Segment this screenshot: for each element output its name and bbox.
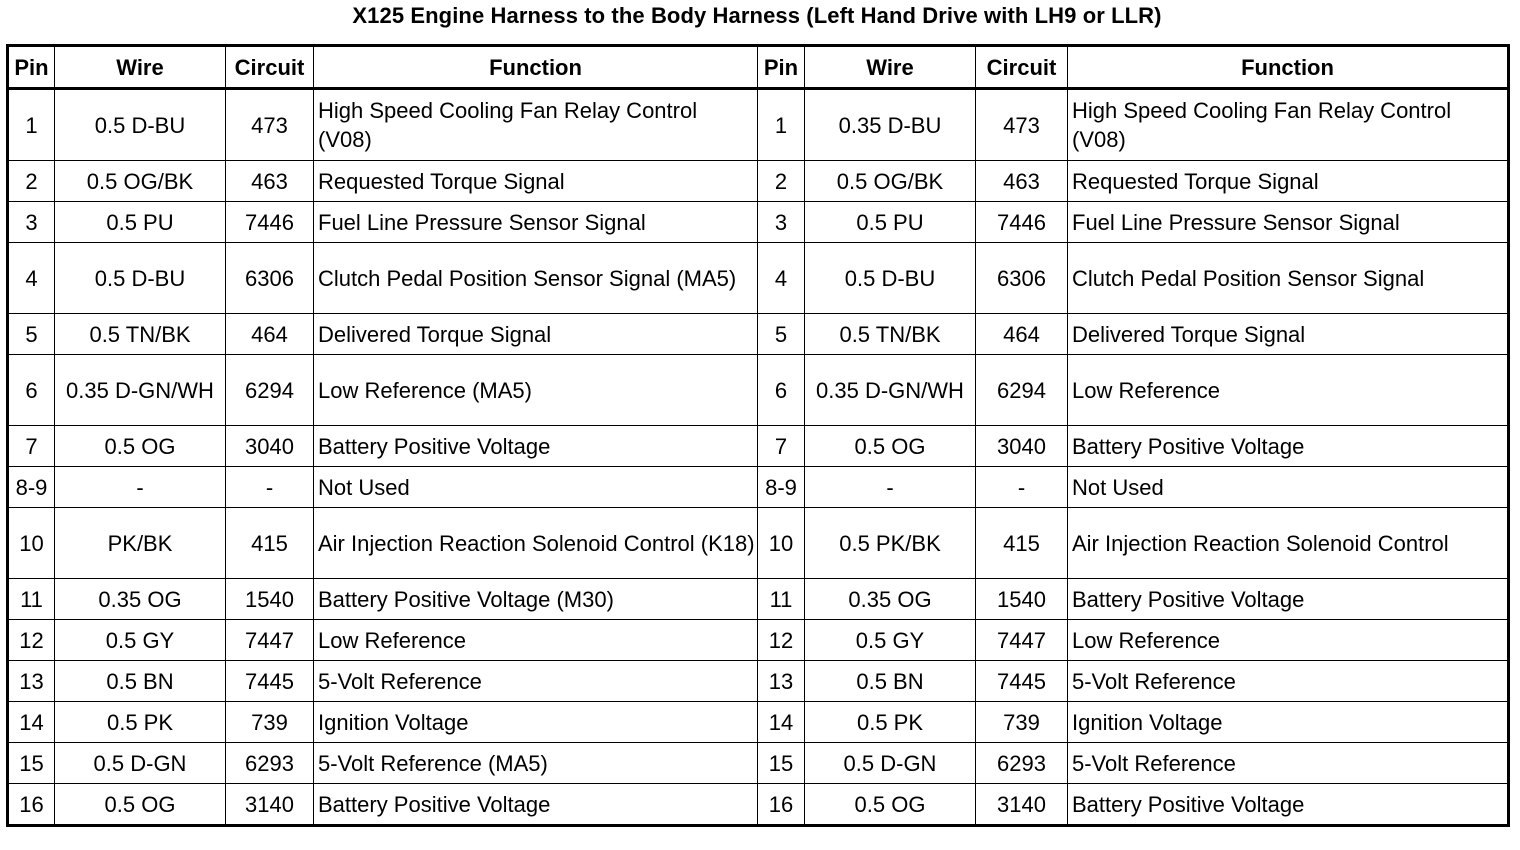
pin-cell: 8-9 [8,467,55,508]
circuit-cell-2: 739 [976,702,1068,743]
wire-cell: 0.5 PU [55,202,226,243]
function-cell-2: Battery Positive Voltage [1068,426,1509,467]
pin-cell: 2 [8,161,55,202]
wire-cell-2: 0.5 BN [805,661,976,702]
pin-cell-2: 12 [758,620,805,661]
function-cell: 5-Volt Reference (MA5) [314,743,758,784]
circuit-cell: 473 [226,89,314,161]
function-cell: Requested Torque Signal [314,161,758,202]
function-cell-2: Battery Positive Voltage [1068,579,1509,620]
function-cell-2: Air Injection Reaction Solenoid Control [1068,508,1509,579]
pin-cell-2: 2 [758,161,805,202]
circuit-cell-2: 6293 [976,743,1068,784]
wire-cell-2: 0.5 PU [805,202,976,243]
function-cell-2: Battery Positive Voltage [1068,784,1509,826]
function-cell: Delivered Torque Signal [314,314,758,355]
function-cell: Battery Positive Voltage [314,426,758,467]
table-row [8,426,1509,467]
wire-cell-2: 0.5 PK/BK [805,508,976,579]
pin-cell-2: 8-9 [758,467,805,508]
table-row [8,702,1509,743]
circuit-cell: 7447 [226,620,314,661]
circuit-cell-2: 7445 [976,661,1068,702]
header-wire-2: Wire [805,46,976,89]
circuit-cell: 1540 [226,579,314,620]
wire-cell-2: 0.35 D-GN/WH [805,355,976,426]
function-cell: Not Used [314,467,758,508]
function-cell-2: Not Used [1068,467,1509,508]
wire-cell: PK/BK [55,508,226,579]
wire-cell-2: - [805,467,976,508]
table-row [8,355,1509,426]
header-wire: Wire [55,46,226,89]
wire-cell: 0.5 D-GN [55,743,226,784]
wire-cell: 0.5 D-BU [55,243,226,314]
pin-cell-2: 4 [758,243,805,314]
circuit-cell-2: 473 [976,89,1068,161]
circuit-cell-2: 7447 [976,620,1068,661]
pin-cell-2: 6 [758,355,805,426]
pin-cell-2: 13 [758,661,805,702]
circuit-cell: - [226,467,314,508]
circuit-cell-2: 3040 [976,426,1068,467]
table-row [8,314,1509,355]
pin-cell: 12 [8,620,55,661]
circuit-cell-2: 463 [976,161,1068,202]
wire-cell: 0.5 OG [55,784,226,826]
wire-cell: 0.5 OG/BK [55,161,226,202]
wire-cell: 0.35 D-GN/WH [55,355,226,426]
wire-cell: 0.5 BN [55,661,226,702]
circuit-cell-2: 7446 [976,202,1068,243]
wire-cell: 0.5 TN/BK [55,314,226,355]
function-cell-2: Requested Torque Signal [1068,161,1509,202]
table-row [8,508,1509,579]
function-cell: High Speed Cooling Fan Relay Control (V08) [314,89,758,161]
table-body [8,89,1509,826]
pin-cell-2: 11 [758,579,805,620]
table-row [8,89,1509,161]
wire-cell-2: 0.5 TN/BK [805,314,976,355]
wire-cell: - [55,467,226,508]
pin-cell: 15 [8,743,55,784]
function-cell-2: Ignition Voltage [1068,702,1509,743]
table-row [8,784,1509,826]
function-cell-2: 5-Volt Reference [1068,743,1509,784]
function-cell-2: 5-Volt Reference [1068,661,1509,702]
wire-cell-2: 0.5 D-GN [805,743,976,784]
pin-cell-2: 7 [758,426,805,467]
pin-cell: 7 [8,426,55,467]
wire-cell-2: 0.5 OG [805,784,976,826]
table-header-row [8,46,1509,89]
function-cell: Ignition Voltage [314,702,758,743]
function-cell-2: Low Reference [1068,355,1509,426]
circuit-cell-2: 464 [976,314,1068,355]
function-cell: Low Reference [314,620,758,661]
pin-cell-2: 14 [758,702,805,743]
table-row [8,743,1509,784]
table-row [8,243,1509,314]
wire-cell: 0.5 PK [55,702,226,743]
table-row [8,161,1509,202]
pin-cell-2: 5 [758,314,805,355]
pin-cell-2: 1 [758,89,805,161]
circuit-cell: 7445 [226,661,314,702]
circuit-cell-2: 1540 [976,579,1068,620]
table-row [8,620,1509,661]
function-cell: Low Reference (MA5) [314,355,758,426]
table-row [8,202,1509,243]
pin-cell: 14 [8,702,55,743]
function-cell: Battery Positive Voltage [314,784,758,826]
table-row [8,467,1509,508]
pin-cell-2: 15 [758,743,805,784]
function-cell-2: Fuel Line Pressure Sensor Signal [1068,202,1509,243]
pin-cell: 11 [8,579,55,620]
pin-cell: 1 [8,89,55,161]
wire-cell: 0.5 GY [55,620,226,661]
pin-cell: 5 [8,314,55,355]
header-pin-2: Pin [758,46,805,89]
wire-cell-2: 0.35 OG [805,579,976,620]
table-row [8,579,1509,620]
pin-cell: 3 [8,202,55,243]
circuit-cell: 6293 [226,743,314,784]
function-cell: Clutch Pedal Position Sensor Signal (MA5) [314,243,758,314]
header-function-2: Function [1068,46,1509,89]
wire-cell: 0.35 OG [55,579,226,620]
wire-cell: 0.5 OG [55,426,226,467]
circuit-cell: 6294 [226,355,314,426]
circuit-cell: 3140 [226,784,314,826]
circuit-cell: 464 [226,314,314,355]
circuit-cell-2: 6306 [976,243,1068,314]
function-cell-2: High Speed Cooling Fan Relay Control (V08) [1068,89,1509,161]
pin-cell: 6 [8,355,55,426]
pin-cell: 10 [8,508,55,579]
pin-cell-2: 10 [758,508,805,579]
circuit-cell: 463 [226,161,314,202]
function-cell: Air Injection Reaction Solenoid Control (K18) [314,508,758,579]
wire-cell-2: 0.5 PK [805,702,976,743]
pinout-table [6,44,1510,827]
function-cell-2: Clutch Pedal Position Sensor Signal [1068,243,1509,314]
circuit-cell-2: 6294 [976,355,1068,426]
wire-cell-2: 0.5 OG/BK [805,161,976,202]
header-circuit-2: Circuit [976,46,1068,89]
function-cell: 5-Volt Reference [314,661,758,702]
circuit-cell-2: 415 [976,508,1068,579]
pin-cell-2: 3 [758,202,805,243]
circuit-cell: 739 [226,702,314,743]
pin-cell: 13 [8,661,55,702]
circuit-cell-2: 3140 [976,784,1068,826]
function-cell-2: Low Reference [1068,620,1509,661]
pin-cell: 4 [8,243,55,314]
pin-cell-2: 16 [758,784,805,826]
header-pin: Pin [8,46,55,89]
wire-cell-2: 0.5 GY [805,620,976,661]
page-title: X125 Engine Harness to the Body Harness (Left Hand Drive with LH9 or LLR) [352,3,1162,28]
circuit-cell: 7446 [226,202,314,243]
function-cell: Battery Positive Voltage (M30) [314,579,758,620]
wire-cell-2: 0.5 OG [805,426,976,467]
circuit-cell: 415 [226,508,314,579]
header-function: Function [314,46,758,89]
circuit-cell: 6306 [226,243,314,314]
wire-cell: 0.5 D-BU [55,89,226,161]
function-cell-2: Delivered Torque Signal [1068,314,1509,355]
circuit-cell-2: - [976,467,1068,508]
pin-cell: 16 [8,784,55,826]
header-circuit: Circuit [226,46,314,89]
wire-cell-2: 0.5 D-BU [805,243,976,314]
table-row [8,661,1509,702]
circuit-cell: 3040 [226,426,314,467]
wire-cell-2: 0.35 D-BU [805,89,976,161]
function-cell: Fuel Line Pressure Sensor Signal [314,202,758,243]
